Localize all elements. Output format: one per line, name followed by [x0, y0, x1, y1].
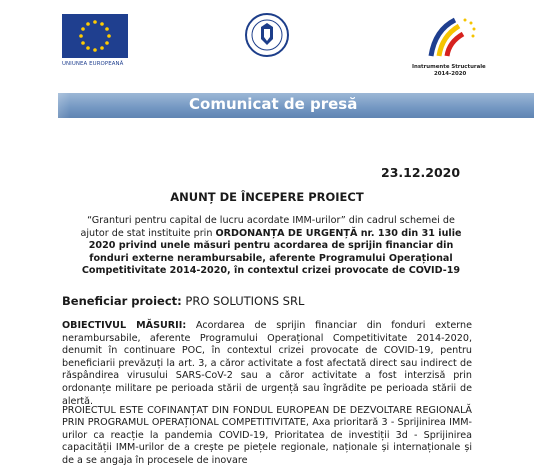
- government-seal-logo: [245, 13, 289, 57]
- is-caption-line1: Instrumente Structurale: [412, 64, 486, 70]
- objective-text: Acordarea de sprijin financiar din fonduri externe nerambursabile, aferente Programului Operațional Competitivitate 2014-2020, denumit în continuare POC, în contextul crizei provocate de COVID-19, pentru beneficiarii prevăzuți la art. 3, a căror activitate a fost afectată direct sau indirect de răspândirea virusului SARS-CoV-2 sau a căror activitate a fost interzisă prin ordonanțe militare pe perioada stării de urgență sau îngrădite pe perioada stării de alertă.: [62, 320, 472, 407]
- intro-paragraph: [73, 215, 469, 278]
- cofinance-paragraph: PROIECTUL ESTE COFINANȚAT DIN FONDUL EUROPEAN DE DEZVOLTARE REGIONALĂ PRIN PROGRAMUL OPERAȚIONAL COMPETITIVITATE, Axa prioritară 3 - Sprijinirea IMM-urilor ca reacție la pandemia COVID-19, Prioritatea de investiții 3d - Sprijinirea capacității IMM-urilor de a crește pe piețele regionale, naționale și internaționale și de a se angaja în procesele de inovare: [62, 405, 472, 466]
- is-caption-line2: 2014-2020: [434, 71, 467, 77]
- intro-bold-text: ORDONANȚA DE URGENȚĂ nr. 130 din 31 iulie 2020 privind unele măsuri pentru acordarea de sprijin financiar din fonduri externe nerambursabile, aferente Programului Operațional Competitivitate 2014-2020, în contextul crizei provocate de COVID-19: [81, 227, 462, 277]
- intro-text: “Granturi pentru capital de lucru acordate IMM-urilor” din cadrul schemei de ajutor de stat instituite prin: [80, 215, 455, 239]
- beneficiary-name: PRO SOLUTIONS SRL: [185, 294, 305, 308]
- beneficiary-line: [62, 294, 304, 308]
- document-date: 23.12.2020: [381, 165, 461, 180]
- logo-bar: [0, 0, 534, 92]
- eu-flag-logo: [62, 14, 128, 58]
- objective-paragraph: [62, 320, 472, 408]
- banner-title: Comunicat de presă: [189, 95, 358, 113]
- document-title: ANUNȚ DE ÎNCEPERE PROIECT: [170, 190, 364, 204]
- beneficiary-label: Beneficiar proiect:: [62, 294, 182, 308]
- structural-instruments-logo: [425, 12, 479, 64]
- eu-caption: UNIUNEA EUROPEANĂ: [62, 61, 124, 67]
- objective-label: OBIECTIVUL MĂSURII:: [62, 320, 187, 331]
- banner-fade: [0, 93, 70, 118]
